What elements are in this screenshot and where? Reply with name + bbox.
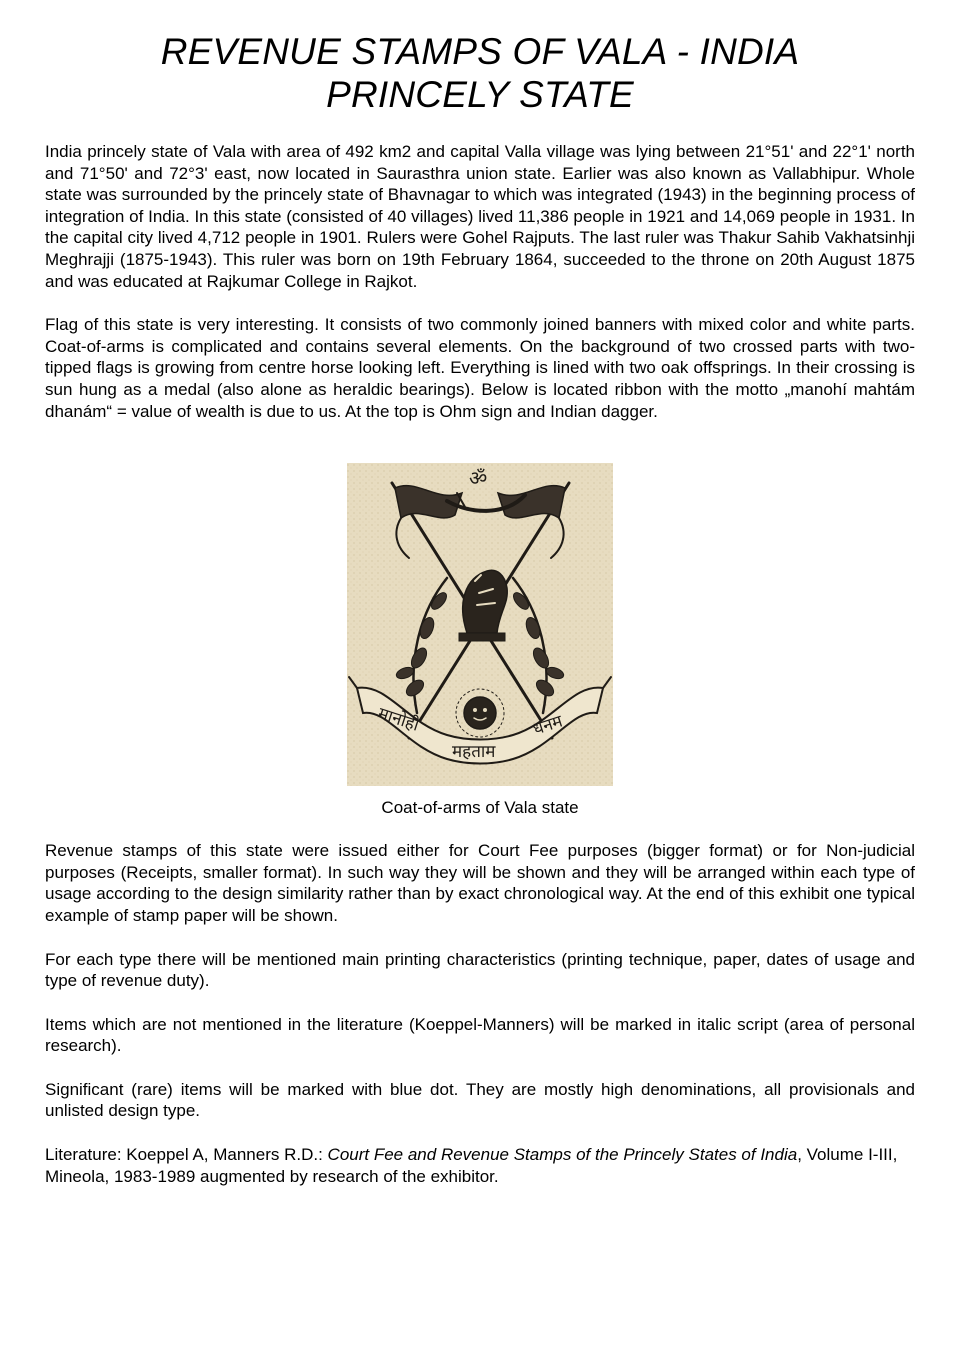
title-line-2: PRINCELY STATE [326,74,634,115]
title-line-1: REVENUE STAMPS OF VALA - INDIA [160,31,800,72]
page-title [45,30,915,116]
literature-prefix: Literature: Koeppel A, Manners R.D.: [45,1145,328,1165]
motto-right: धनम [530,711,566,740]
significant-paragraph: Significant (rare) items will be marked with blue dot. They are mostly high denominations, all provisionals and unlisted design type. [45,1079,915,1121]
intro-paragraph: India princely state of Vala with area of 492 km2 and capital Valla village was lying between 21°51' and 22°1' north and 71°50' and 72°3' east, now located in Saurasthra union state. Earlier was also known as Vallabhipur. Whole state was surrounded by the princely state of Bhavnagar to which was integrated (1943) in the beginning process of integration of India. In this state (consisted of 40 villages) lived 11,386 people in 1921 and 14,069 people in 1931. In the capital city lived 4,712 people in 1901. Rulers were Gohel Rajputs. The last ruler was Thakur Sahib Vakhatsinhji Meghrajji (1875-1943). This ruler was born on 19th February 1864, succeeded to the throne on 20th August 1875 and was educated at Rajkumar College in Rajkot. [45,142,915,291]
svg-text:ॐ: ॐ [469,466,488,491]
figure-caption: Coat-of-arms of Vala state [381,798,579,818]
coat-of-arms-figure [45,463,915,818]
motto-left: मानोही [375,703,422,736]
flag-paragraph: Flag of this state is very interesting. It consists of two commonly joined banners with mixed color and white parts. Coat-of-arms is complicated and contains several elements. On the background of two crossed parts with two-tipped flags is growing from centre horse looking left. Everything is lined with two oak offsprings. In their crossing is sun hung as a medal (also alone as heraldic bearings). Below is located ribbon with the motto „manohí mahtám dhanám“ = value of wealth is due to us. At the top is Ohm sign and Indian dagger. [45,315,915,421]
motto-center: महताम [452,742,496,763]
document-page [45,30,915,1187]
literature-paragraph [45,1144,915,1187]
literature-suffix: , Volume I-III, Mineola, 1983-1989 augmented by research of the exhibitor. [45,1145,898,1186]
literature-title: Court Fee and Revenue Stamps of the Princely States of India [327,1145,798,1165]
items-paragraph: Items which are not mentioned in the literature (Koeppel-Manners) will be marked in italic script (area of personal research). [45,1014,915,1056]
characteristics-paragraph: For each type there will be mentioned main printing characteristics (printing technique, paper, dates of usage and type of revenue duty). [45,949,915,991]
coat-of-arms-image [347,463,613,786]
revenue-paragraph: Revenue stamps of this state were issued either for Court Fee purposes (bigger format) or for Non-judicial purposes (Receipts, smaller format). In such way they will be shown and they will be arranged within each type of usage according to the design similarity rather than by exact chronological way. At the end of this exhibit one typical example of stamp paper will be shown. [45,841,915,925]
